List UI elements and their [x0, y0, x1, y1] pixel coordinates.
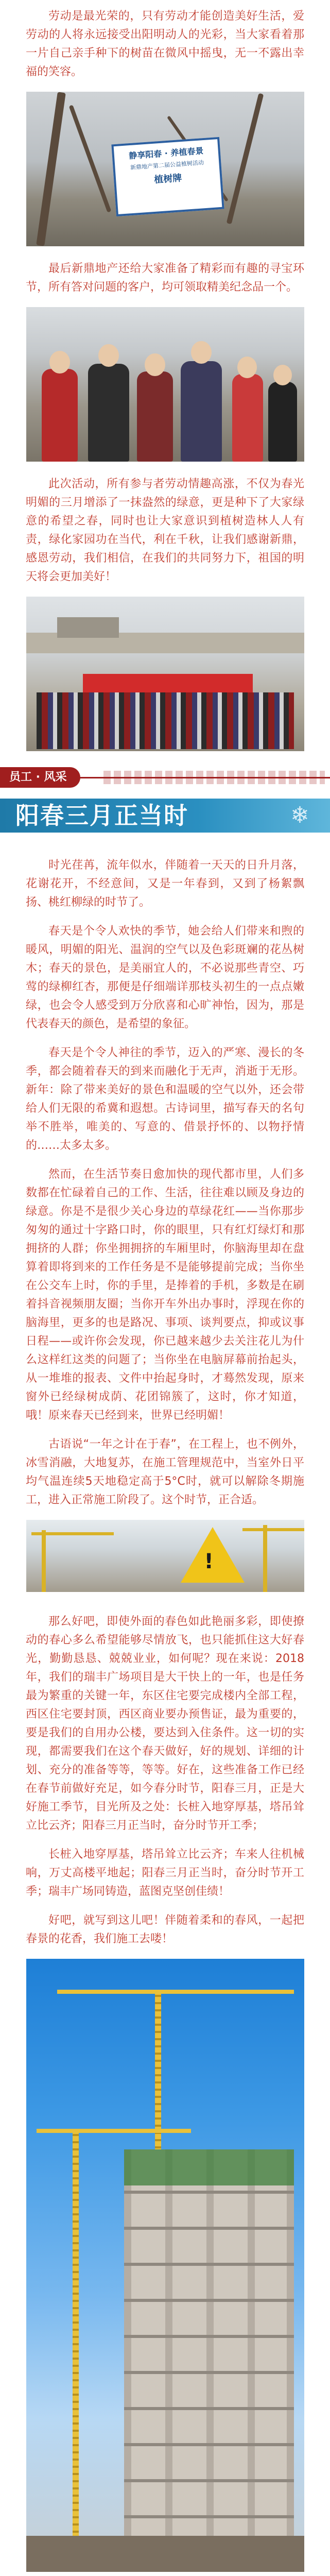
sign-line-3: 植树牌 — [153, 173, 182, 185]
sign-line-1: 静享阳春 · 养植春景 — [128, 146, 204, 161]
article-title: 阳春三月正当时 — [15, 802, 188, 829]
section-header — [0, 765, 330, 790]
building-tower — [124, 2149, 294, 2556]
paragraph-verse: 长桩入地穿厚基，塔吊耸立比云齐；车来人往机械响，万丈高楼平地起；阳春三月正当时，奋分时节开工季；瑞丰广场同铸造，蓝图克坚创佳绩！ — [26, 1848, 304, 1898]
tree-sign — [111, 137, 224, 216]
group-banner — [83, 674, 253, 693]
group-photo — [26, 597, 304, 751]
paragraph-labor: 劳动是最光荣的，只有劳动才能创造美好生活，爱劳动的人将永远接受出阳明动人的光彩，当大家看着那一片自己亲手种下的树苗在微风中摇曳，无一不露出幸福的笑容。 — [26, 10, 304, 78]
paragraph-city-life: 然而，在生活节奏日愈加快的现代都市里，人们多数都在忙碌着自己的工作、生活，往往难以顾及身边的绿意。你是不是很少关心身边的草绿花红——当你那步匆匆的通过十字路口时，你的眼里，只有红灯绿灯和那拥挤的人群；你坐拥拥挤的车厢里时，你脑海里却在盘算着即将到来的工作任务是不是能够提前完成；当你坐在公交车上时，你的手里，是捧着的手机，多数是在刷着抖音视频朋友圈；当你开车外出办事时，浮现在你的脑海里，更多的也是路况、事项、谈判要点，抑或议事日程——或许你会发现，你已越来越少去关注花儿为什么这样红这类的问题了；当你坐在电脑屏幕前抬起头，从一堆堆的报表、文件中抬起身时，才蓦然发现，原来窗外已经绿树成荫、花团锦簇了，这时，你才知道，哦！原来春天已经到来，世界已经明媚！ — [26, 1168, 304, 1422]
tree-sign-photo — [26, 92, 304, 246]
paragraph-time: 时光荏苒，流年似水，伴随着一天天的日升月落，花谢花开，不经意间，又是一年春到，又到了杨絮飘扬、桃红柳绿的时节了。 — [26, 859, 304, 909]
section-tag: 员工 · 风采 — [0, 767, 80, 788]
article-title-banner — [0, 795, 330, 836]
paragraph-spring-hope: 春天是个令人神往的季节，迈入的严寒、漫长的冬季，都会随着春天的到来而融化于无声，消逝于无形。新年：除了带来美好的景色和温暖的空气以外，还会带给人们无限的希冀和遐想。古诗词里，描写春天的名句举不胜举，唯美的、写意的、借景抒怀的、以物抒情的……太多太多。 — [26, 1046, 304, 1152]
paragraph-spring-joy: 春天是个令人欢快的季节，她会给人们带来和煦的暖风，明媚的阳光、温润的空气以及色彩斑斓的花丛树木；春天的景色，是美丽宜人的，不必说那些青空、巧莺的绿柳红杏，那便是仔细端详那枝头初生的一点点嫩绿，也会令人感受到万分欣喜和心旷神怡，因为，那是代表春天的颜色，是希望的象征。 — [26, 925, 304, 1030]
crowd-photo — [26, 307, 304, 462]
construction-warning-photo — [26, 1520, 304, 1592]
paragraph-treasure: 最后新鼎地产还给大家准备了精彩而有趣的寻宝环节，所有答对问题的客户，均可领取精美纪念品一个。 — [26, 262, 304, 294]
paragraph-construction-season: 古语说“一年之计在于春”，在工程上，也不例外，冰雪消融，大地复苏，在施工管理规范中，当室外日平均气温连续5天地稳定高于5°C时，就可以解除冬期施工，进入正常施工阶段了。这个时节，正合适。 — [26, 1438, 304, 1506]
sign-line-2: 新鼎地产第二届公益植树活动 — [130, 159, 204, 172]
paragraph-summary: 此次活动，所有参与者劳动情趣高涨，不仅为春光明媚的三月增添了一抹盎然的绿意，更是种下了大家绿意的希望之春，同时也让大家意识到植树造林人人有责，绿化家园功在当代，利在千秋，让我们感谢新鼎，感恩劳动，我们相信，在我们的共同努力下，祖国的明天将会更加美好！ — [26, 478, 304, 583]
warning-icon: ! — [204, 1550, 214, 1573]
paragraph-plan: 那么好吧，即使外面的春色如此艳丽多彩，即使撩动的春心多么希望能够尽情放飞，也只能抓住这大好春光，勤勤恳恳、兢兢业业，如何呢？现在来说：2018年，我们的瑞丰广场项目是大干快上的一年，也是任务最为繁重的关键一年，东区住宅要完成楼内全部工程，西区住宅要封顶，西区商业要办预售证，最为重要的，要是我们的自用办公楼，要达到入住条件。这一切的实现，都需要我们在这个春天做好，好的规划、详细的计划、充分的准备等等，等等。好在，这些准备工作已经在春节前做好充足，如今春分时节，阳春三月，正是大好施工季节，目光所及之处：长桩入地穿厚基，塔吊耸立比云齐；阳春三月正当时，奋分时节开工季； — [26, 1615, 304, 1832]
paragraph-closing: 好吧，就写到这儿吧！伴随着柔和的春风，一起把春景的花香，我们施工去喽！ — [26, 1914, 304, 1945]
snowflake-icon: ❄ — [290, 802, 309, 828]
building-construction-photo — [26, 1959, 304, 2572]
